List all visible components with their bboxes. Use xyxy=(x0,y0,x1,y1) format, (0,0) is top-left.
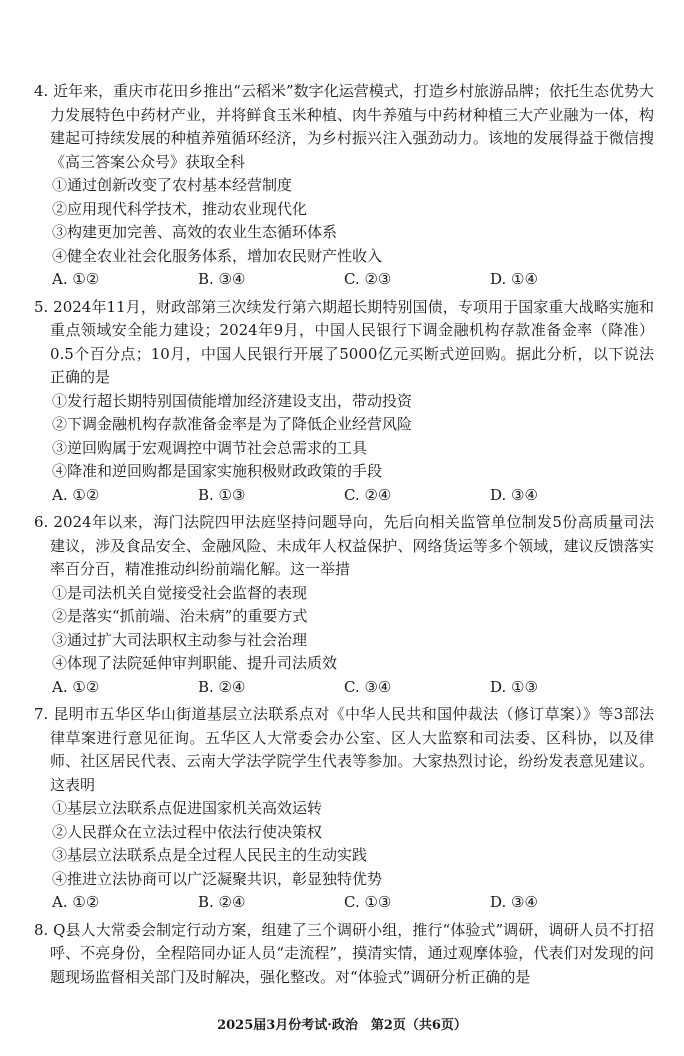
statement: ①通过创新改变了农村基本经营制度 xyxy=(52,176,293,194)
option-a: A. ①② xyxy=(52,485,100,504)
question-stem: 7. 昆明市五华区华山街道基层立法联系点对《中华人民共和国仲裁法（修订草案）》等3部法律草案进行意见征询。五华区人大常委会办公室、区人大监察和司法委、区科协，以及律师、社区居民代表、云南大学法学院学生代表等参加。大家热烈讨论，纷纷发表意见建议。这表明 xyxy=(34,705,654,794)
option-a: A. ①② xyxy=(52,677,100,696)
option-d: D. ③④ xyxy=(490,893,538,911)
question-stem: 8. Q县人大常委会制定行动方案，组建了三个调研小组，推行“体验式”调研，调研人员不打招呼、不亮身份，全程陪同办证人员“走流程”，摸清实情，通过观摩体验，代表们对发现的问题现场监督相关部门及时解决，强化整改。对“体验式”调研分析正确的是 xyxy=(34,920,654,986)
statement: ①是司法机关自觉接受社会监督的表现 xyxy=(52,583,308,602)
option-d: D. ③④ xyxy=(490,485,538,504)
statement: ③构建更加完善、高效的农业生态循环体系 xyxy=(52,223,338,241)
question-5 xyxy=(34,296,654,508)
statement: ②应用现代科学技术，推动农业现代化 xyxy=(52,199,308,218)
answer-options xyxy=(34,268,654,292)
statement: ③基层立法联系点是全过程人民民主的生动实践 xyxy=(52,846,368,864)
question-8 xyxy=(34,919,654,990)
page-footer: 2025届3月份考试·政治 第2页（共6页） xyxy=(217,1018,467,1033)
statement: ②人民群众在立法过程中依法行使决策权 xyxy=(52,822,323,841)
statement: ③逆回购属于宏观调控中调节社会总需求的工具 xyxy=(52,438,368,457)
statement: ①发行超长期特别国债能增加经济建设支出，带动投资 xyxy=(52,391,413,410)
statement: ④降准和逆回购都是国家实施积极财政政策的手段 xyxy=(52,462,383,480)
question-stem: 5. 2024年11月，财政部第三次续发行第六期超长期特别国债，专项用于国家重大战略实施和重点领域安全能力建设；2024年9月，中国人民银行下调金融机构存款准备金率（降准）0.5个百分点；10月，中国人民银行开展了5000亿元买断式逆回购。据此分析，以下说法正确的是 xyxy=(34,297,654,386)
statement: ④体现了法院延伸审判职能、提升司法质效 xyxy=(52,654,338,672)
option-c: C. ③④ xyxy=(344,677,392,696)
statement: ①基层立法联系点促进国家机关高效运转 xyxy=(52,799,323,817)
statement: ④健全农业社会化服务体系，增加农民财产性收入 xyxy=(52,246,383,265)
question-6 xyxy=(34,511,654,699)
statement: ③通过扩大司法职权主动参与社会治理 xyxy=(52,630,308,649)
option-b: B. ③④ xyxy=(198,270,246,288)
answer-options xyxy=(34,676,654,700)
question-stem: 6. 2024年以来，海门法院四甲法庭坚持问题导向，先后向相关监管单位制发5份高质量司法建议，涉及食品安全、金融风险、未成年人权益保护、网络货运等多个领域，建议反馈落实率百分百，精准推动纠纷前端化解。这一举措 xyxy=(34,513,654,578)
option-b: B. ②④ xyxy=(198,677,246,696)
statement: ④推进立法协商可以广泛凝聚共识，彰显独特优势 xyxy=(52,869,383,888)
statement: ②是落实“抓前端、治未病”的重要方式 xyxy=(52,607,308,625)
option-c: C. ①③ xyxy=(344,893,392,911)
question-7 xyxy=(34,703,654,915)
option-d: D. ①③ xyxy=(490,677,538,696)
question-4 xyxy=(34,80,654,292)
option-d: D. ①④ xyxy=(490,270,538,288)
question-list xyxy=(34,80,654,989)
option-b: B. ①③ xyxy=(198,485,246,504)
option-a: A. ①② xyxy=(52,270,100,288)
option-b: B. ②④ xyxy=(198,893,246,911)
answer-options xyxy=(34,891,654,915)
answer-options xyxy=(34,484,654,508)
question-stem: 4. 近年来，重庆市花田乡推出“云稻米”数字化运营模式，打造乡村旅游品牌；依托生态优势大力发展特色中药材产业，并将鲜食玉米种植、肉牛养殖与中药材种植三大产业融为一体，构建起可持续发展的种植养殖循环经济，为乡村振兴注入强劲动力。该地的发展得益于微信搜《高三答案公众号》获取全科 xyxy=(34,82,654,171)
option-c: C. ②③ xyxy=(344,270,392,288)
statement: ②下调金融机构存款准备金率是为了降低企业经营风险 xyxy=(52,415,413,433)
option-c: C. ②④ xyxy=(344,485,392,504)
option-a: A. ①② xyxy=(52,893,100,911)
